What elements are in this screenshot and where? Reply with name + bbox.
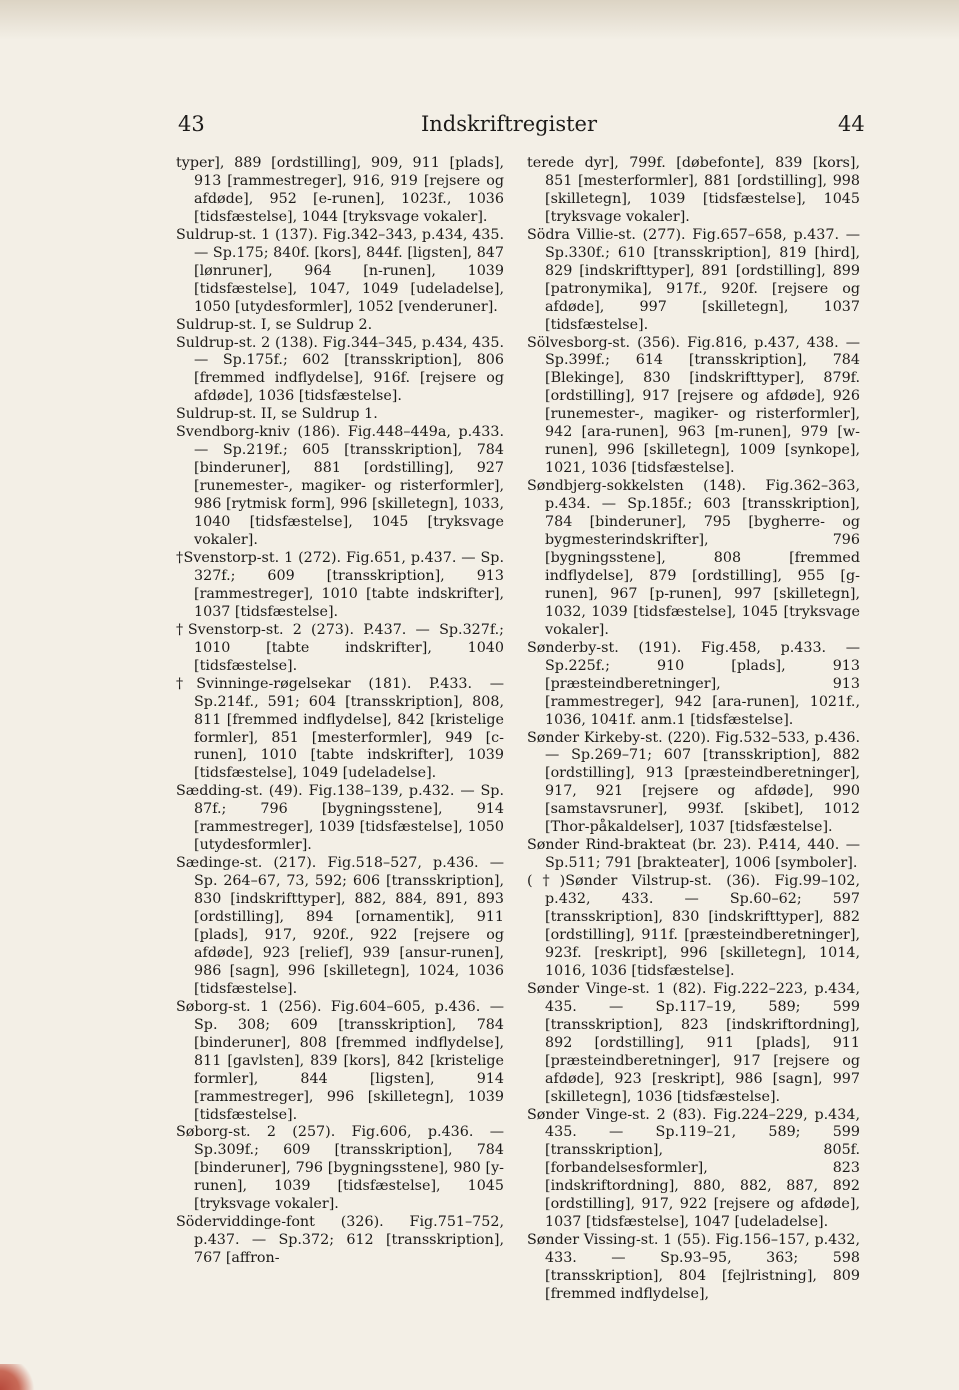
index-entry: Suldrup-st. 1 (137). Fig.342–343, p.434, 435. — Sp.175; 840f. [kors], 844f. [ligsten], 847 [lønruner], 964 [n-runen], 1039 [tidsfæstelse], 1047, 1049 [udeladelse], 1050 [utydesformler], 1052 [venderuner]. bbox=[176, 226, 504, 315]
index-entry: Sønder Vinge-st. 2 (83). Fig.224–229, p.434, 435. — Sp.119–21, 589; 599 [transskription], 805f. [forbandelsesformler], 823 [indskriftordning], 880, 882, 887, 892 [ordstilling], 917, 922 [rejsere og afdøde], 1037 [tidsfæstelse], 1047 [udeladelse]. bbox=[527, 1106, 860, 1231]
index-entry: †Svenstorp-st. 1 (272). Fig.651, p.437. — Sp. 327f.; 609 [transskription], 913 [rammestreger], 1010 [tabte indskrifter], 1037 [tidsfæstelse]. bbox=[176, 549, 504, 620]
index-entry: Søborg-st. 1 (256). Fig.604–605, p.436. — Sp. 308; 609 [transskription], 784 [binderuner], 808 [fremmed indflydelse], 811 [gavlsten], 839 [kors], 842 [kristelige formler], 844 [ligsten], 914 [rammestreger], 996 [skilletegn], 1039 [tidsfæstelse]. bbox=[176, 998, 504, 1123]
index-entry: (†)Sønder Vilstrup-st. (36). Fig.99–102, p.432, 433. — Sp.60–62; 597 [transskription], 830 [indskrifttyper], 882 [ordstilling], 911f. [præsteindberetninger], 923f. [reskript], 996 [skilletegn], 1014, 1016, 1036 [tidsfæstelse]. bbox=[527, 873, 860, 979]
index-entry: Sønder Rind-brakteat (br. 23). P.414, 440. — Sp.511; 791 [brakteater], 1006 [symboler]. bbox=[527, 837, 860, 872]
index-entry: Sölvesborg-st. (356). Fig.816, p.437, 438. — Sp.399f.; 614 [transskription], 784 [Blekinge], 830 [indskrifttyper], 879f. [ordstilling], 917 [rejsere og afdøde], 926 [runemester-, magiker- og risterformler], 942 [ara-runen], 963 [m-runen], 979 [w-runen], 996 [skilletegn], 1009 [synkope], 1021, 1036 [tidsfæstelse]. bbox=[527, 334, 860, 477]
index-entry: Sønder Vinge-st. 1 (82). Fig.222–223, p.434, 435. — Sp.117–19, 589; 599 [transskription], 823 [indskriftordning], 892 [ordstilling], 911 [plads], 911 [præsteindberetninger], 917 [rejsere og afdøde], 923 [reskript], 986 [sagn], 997 [skilletegn], 1036 [tidsfæstelse]. bbox=[527, 980, 860, 1105]
index-entry: †Svinninge-røgelsekar (181). P.433. — Sp.214f., 591; 604 [transskription], 808, 811 [fremmed indflydelse], 842 [kristelige formler], 851 [mesterformler], 949 [c-runen], 1010 [tabte indskrifter], 1039 [tidsfæstelse], 1049 [udeladelse]. bbox=[176, 675, 504, 782]
index-entry: Søborg-st. 2 (257). Fig.606, p.436. — Sp.309f.; 609 [transskription], 784 [binderuner], 796 [bygningsstene], 980 [y-runen], 1039 [tidsfæstelse], 1045 [tryksvage vokaler]. bbox=[176, 1124, 504, 1213]
index-entry: Söderviddinge-font (326). Fig.751–752, p.437. — Sp.372; 612 [transskription], 767 [affron- bbox=[176, 1214, 504, 1267]
index-entry: Svendborg-kniv (186). Fig.448–449a, p.433. — Sp.219f.; 605 [transskription], 784 [binderuner], 881 [ordstilling], 927 [runemester-, magiker- og risterformler], 986 [rytmisk form], 996 [skilletegn], 1033, 1040 [tidsfæstelse], 1045 [tryksvage vokaler]. bbox=[176, 424, 504, 549]
index-entry: typer], 889 [ordstilling], 909, 911 [plads], 913 [rammestreger], 916, 919 [rejsere og afdøde], 952 [e-runen], 1023f., 1036 [tidsfæstelse], 1044 [tryksvage vokaler]. bbox=[176, 155, 504, 225]
running-title: Indskriftregister bbox=[420, 112, 598, 136]
right-column bbox=[527, 155, 860, 1304]
page-header bbox=[0, 112, 959, 144]
index-entry: terede dyr], 799f. [døbefonte], 839 [kors], 851 [mesterformler], 881 [ordstilling], 998 [skilletegn], 1039 [tidsfæstelse], 1045 [tryksvage vokaler]. bbox=[527, 155, 860, 225]
left-column bbox=[176, 155, 504, 1268]
index-entry: †Svenstorp-st. 2 (273). P.437. — Sp.327f.; 1010 [tabte indskrifter], 1040 [tidsfæstelse]. bbox=[176, 621, 504, 674]
index-entry: Suldrup-st. I, se Suldrup 2. bbox=[176, 316, 373, 333]
index-entry: Sædinge-st. (217). Fig.518–527, p.436. — Sp. 264–67, 73, 592; 606 [transskription], 830 [indskrifttyper], 882, 884, 891, 893 [ordstilling], 894 [ornamentik], 911 [plads], 917, 920f., 922 [rejsere og afdøde], 923 [relief], 939 [ansur-runen], 986 [sagn], 996 [skilletegn], 1024, 1036 [tidsfæstelse]. bbox=[176, 855, 504, 997]
page-number-right: 44 bbox=[838, 112, 865, 136]
index-entry: Sædding-st. (49). Fig.138–139, p.432. — Sp. 87f.; 796 [bygningsstene], 914 [rammestreger], 1039 [tidsfæstelse], 1050 [utydesformler]. bbox=[176, 783, 504, 854]
index-entry: Søndbjerg-sokkelsten (148). Fig.362–363, p.434. — Sp.185f.; 603 [transskription], 784 [binderuner], 795 [bygherre- og bygmesterindskrifter], 796 [bygningsstene], 808 [fremmed indflydelse], 879 [ordstilling], 955 [g-runen], 967 [p-runen], 997 [skilletegn], 1032, 1039 [tidsfæstelse], 1045 [tryksvage vokaler]. bbox=[527, 478, 860, 638]
index-entry: Sønder Kirkeby-st. (220). Fig.532–533, p.436. — Sp.269–71; 607 [transskription], 882 [ordstilling], 913 [præsteindberetninger], 917, 921 [rejsere og afdøde], 990 [samstavsruner], 993f. [skibet], 1012 [Thor-påkaldelser], 1037 [tidsfæstelse]. bbox=[527, 729, 860, 836]
index-entry: Sønderby-st. (191). Fig.458, p.433. — Sp.225f.; 910 [plads], 913 [præsteindberetninger], 913 [rammestreger], 942 [ara-runen], 1021f., 1036, 1041f. anm.1 [tidsfæstelse]. bbox=[527, 639, 860, 728]
index-entry: Suldrup-st. 2 (138). Fig.344–345, p.434, 435. — Sp.175f.; 602 [transskription], 806 [fremmed indflydelse], 916f. [rejsere og afdøde], 1036 [tidsfæstelse]. bbox=[176, 334, 504, 405]
index-entry: Sønder Vissing-st. 1 (55). Fig.156–157, p.432, 433. — Sp.93–95, 363; 598 [transskription], 804 [fejlristning], 809 [fremmed indflydelse], bbox=[527, 1232, 860, 1303]
page-top-edge bbox=[0, 0, 959, 40]
corner-stain bbox=[0, 1364, 40, 1390]
index-entry: Södra Villie-st. (277). Fig.657–658, p.437. — Sp.330f.; 610 [transskription], 819 [hird], 829 [indskrifttyper], 891 [ordstilling], 899 [patronymika], 917f., 920f. [rejsere og afdøde], 997 [skilletegn], 1037 [tidsfæstelse]. bbox=[527, 226, 860, 333]
index-entry: Suldrup-st. II, se Suldrup 1. bbox=[176, 406, 378, 423]
page-number-left: 43 bbox=[178, 112, 205, 136]
